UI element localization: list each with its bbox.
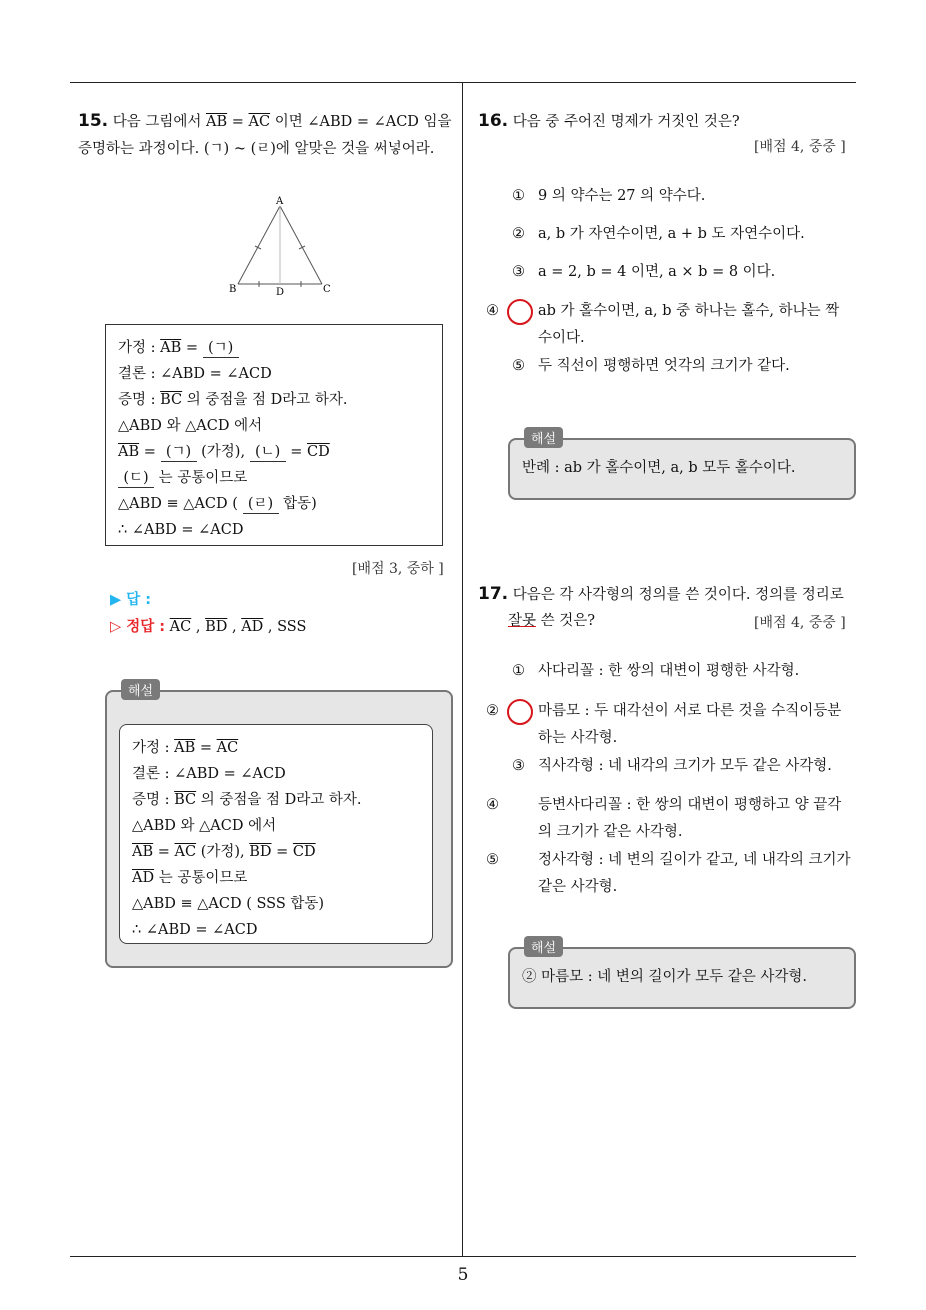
q16-option-1[interactable] (512, 183, 852, 210)
q17-option-3[interactable] (512, 753, 852, 780)
option-number: ③ (512, 264, 525, 280)
q16-explanation-box (508, 432, 856, 500)
equals-sign: = (227, 114, 249, 130)
option-text: a, b 가 자연수이면, a + b 도 자연수이다. (538, 226, 805, 242)
answer-ad: $\overline{AD}$ (241, 619, 264, 635)
vertex-a-label: A (276, 196, 284, 207)
segment-bc: $\overline{BC}$ (174, 792, 197, 808)
q16-option-5[interactable] (512, 353, 852, 380)
blank-4[interactable]: (ㄹ) (243, 495, 279, 514)
answer-sss: , SSS (263, 619, 307, 635)
label: 증명 : (132, 792, 175, 808)
exp-line-3 (132, 787, 420, 813)
option-number: ④ (486, 303, 499, 319)
triangle-figure (228, 194, 338, 299)
q17-text-a: 다음은 각 사각형의 정의를 쓴 것이다. 정의를 정리로 (512, 587, 844, 603)
segment-ab: $\overline{AB}$ (132, 844, 154, 860)
equals-sign: = (195, 740, 217, 756)
proof-line-8: ∴ ∠ABD = ∠ACD (118, 522, 244, 538)
exp-line-7: △ABD ≡ △ACD ( SSS 합동) (132, 896, 325, 912)
equals-sign: = (181, 340, 203, 356)
question-number: 17. (478, 584, 509, 604)
option-text: 등변사다리꼴 : 한 쌍의 대변이 평행하고 양 끝각의 크기가 같은 사각형. (538, 797, 842, 840)
proof-line-4: △ABD 와 △ACD 에서 (118, 418, 263, 434)
explanation-tab: 해설 (524, 427, 563, 448)
option-text: 9 의 약수는 27 의 약수다. (538, 188, 706, 204)
exp-line-1 (132, 735, 420, 761)
q16-option-3[interactable] (512, 259, 852, 286)
text: (가정), (196, 844, 250, 860)
q16-text: 다음 중 주어진 명제가 거짓인 것은? (512, 114, 740, 130)
text: 는 공통이므로 (154, 870, 248, 886)
exp-line-6 (132, 865, 420, 891)
q15-text-b: 이면 ∠ABD = ∠ACD 임을 증명하는 과정이다. (ㄱ) ~ (ㄹ)에 알맞은 것을 써넣어라. (78, 114, 452, 157)
q16-explanation-text: 반례 : ab 가 홀수이면, a, b 모두 홀수이다. (522, 460, 796, 476)
equals-sign: = (153, 844, 175, 860)
option-number: ① (512, 188, 525, 204)
q17-text-b: 쓴 것은? (536, 613, 596, 629)
option-number: ⑤ (512, 358, 525, 374)
q15-score: [배점 3, 중하 ] (352, 561, 444, 577)
vertex-b-label: B (229, 284, 237, 295)
proof-line-6 (118, 465, 430, 491)
exp-line-5 (132, 839, 420, 865)
correct-answer-label: ▷ 정답 : (110, 619, 166, 635)
blank-1-repeat[interactable]: (ㄱ) (161, 443, 197, 462)
option-text: 마름모 : 두 대각선이 서로 다른 것을 수직이등분하는 사각형. (538, 703, 842, 746)
top-rule (70, 82, 856, 83)
point-d-label: D (276, 287, 285, 298)
option-number: ② (486, 703, 499, 719)
segment-bd: $\overline{BD}$ (249, 844, 272, 860)
q15-explanation-box (105, 684, 453, 968)
answer-mark-circle (507, 699, 533, 725)
explanation-tab: 해설 (524, 936, 563, 957)
page-number: 5 (457, 1265, 469, 1285)
answer-row (110, 588, 151, 609)
blank-3[interactable]: (ㄷ) (118, 469, 154, 488)
question-15 (78, 108, 458, 163)
segment-ac: $\overline{AC}$ (174, 844, 197, 860)
answer-mark-circle (507, 299, 533, 325)
separator: , (227, 619, 242, 635)
q17-option-4[interactable] (486, 792, 852, 846)
separator: , (191, 619, 206, 635)
answer-bd: $\overline{BD}$ (205, 619, 228, 635)
proof-line-7 (118, 491, 430, 517)
text: △ABD ≡ △ACD ( (118, 496, 243, 512)
segment-ac: $\overline{AC}$ (216, 740, 239, 756)
answer-label: ▶ 답 : (110, 592, 152, 608)
q17-option-2[interactable] (486, 698, 852, 752)
label: 가정 : (132, 740, 175, 756)
equals-sign: = (139, 444, 161, 460)
segment-ab: $\overline{AB}$ (206, 114, 228, 130)
label: 가정 : (118, 340, 161, 356)
segment-cd: $\overline{CD}$ (292, 844, 316, 860)
text: 의 중점을 점 D라고 하자. (182, 392, 348, 408)
segment-ab: $\overline{AB}$ (160, 340, 182, 356)
question-number: 16. (478, 111, 509, 131)
q16-option-4[interactable] (486, 298, 852, 352)
segment-bc: $\overline{BC}$ (160, 392, 183, 408)
option-number: ① (512, 663, 525, 679)
q17-explanation-box (508, 941, 856, 1009)
option-number: ④ (486, 797, 499, 813)
column-divider (462, 82, 463, 1256)
segment-cd: $\overline{CD}$ (307, 444, 330, 460)
segment-ac: $\overline{AC}$ (248, 114, 271, 130)
equals-sign: = (285, 444, 308, 460)
text: 합동) (278, 496, 317, 512)
question-16 (478, 108, 858, 136)
text: 는 공통이므로 (154, 470, 248, 486)
blank-1[interactable]: (ㄱ) (203, 339, 239, 358)
answer-ac: $\overline{AC}$ (169, 619, 192, 635)
exp-line-8: ∴ ∠ABD = ∠ACD (132, 922, 258, 938)
q17-score: [배점 4, 중중 ] (754, 615, 846, 631)
option-text: 정사각형 : 네 변의 길이가 같고, 네 내각의 크기가 같은 사각형. (538, 852, 851, 895)
explanation-inner-box (119, 724, 433, 944)
question-17 (478, 581, 858, 609)
vertex-c-label: C (323, 284, 331, 295)
label: 증명 : (118, 392, 161, 408)
proof-line-3 (118, 387, 430, 413)
exp-line-2: 결론 : ∠ABD = ∠ACD (132, 766, 286, 782)
option-number: ⑤ (486, 852, 499, 868)
emphasis-underline: 잘못 (508, 613, 537, 629)
q15-text-a: 다음 그림에서 (112, 114, 206, 130)
segment-ab: $\overline{AB}$ (118, 444, 140, 460)
proof-line-2: 결론 : ∠ABD = ∠ACD (118, 366, 272, 382)
q17-option-5[interactable] (486, 847, 852, 901)
option-text: 두 직선이 평행하면 엇각의 크기가 같다. (538, 358, 790, 374)
proof-box (105, 324, 443, 546)
q16-option-2[interactable] (512, 221, 852, 248)
text: (가정), (196, 444, 250, 460)
segment-ab: $\overline{AB}$ (174, 740, 196, 756)
option-text: 사다리꼴 : 한 쌍의 대변이 평행한 사각형. (538, 663, 800, 679)
option-text: ab 가 홀수이면, a, b 중 하나는 홀수, 하나는 짝수이다. (538, 303, 840, 346)
option-text: 직사각형 : 네 내각의 크기가 모두 같은 사각형. (538, 758, 832, 774)
text: 의 중점을 점 D라고 하자. (196, 792, 362, 808)
exp-line-4: △ABD 와 △ACD 에서 (132, 818, 277, 834)
bottom-rule (70, 1256, 856, 1257)
q16-score: [배점 4, 중중 ] (754, 139, 846, 155)
proof-line-5 (118, 439, 430, 465)
equals-sign: = (271, 844, 293, 860)
segment-ad: $\overline{AD}$ (132, 870, 155, 886)
explanation-tab: 해설 (121, 679, 160, 700)
option-number: ② (512, 226, 525, 242)
proof-line-1 (118, 335, 430, 361)
option-text: a = 2, b = 4 이면, a × b = 8 이다. (538, 264, 776, 280)
q17-option-1[interactable] (512, 658, 852, 685)
question-number: 15. (78, 111, 109, 131)
correct-answer-row (110, 615, 306, 636)
blank-2[interactable]: (ㄴ) (250, 443, 286, 462)
option-number: ③ (512, 758, 525, 774)
q17-explanation-text: ② 마름모 : 네 변의 길이가 모두 같은 사각형. (522, 969, 807, 985)
